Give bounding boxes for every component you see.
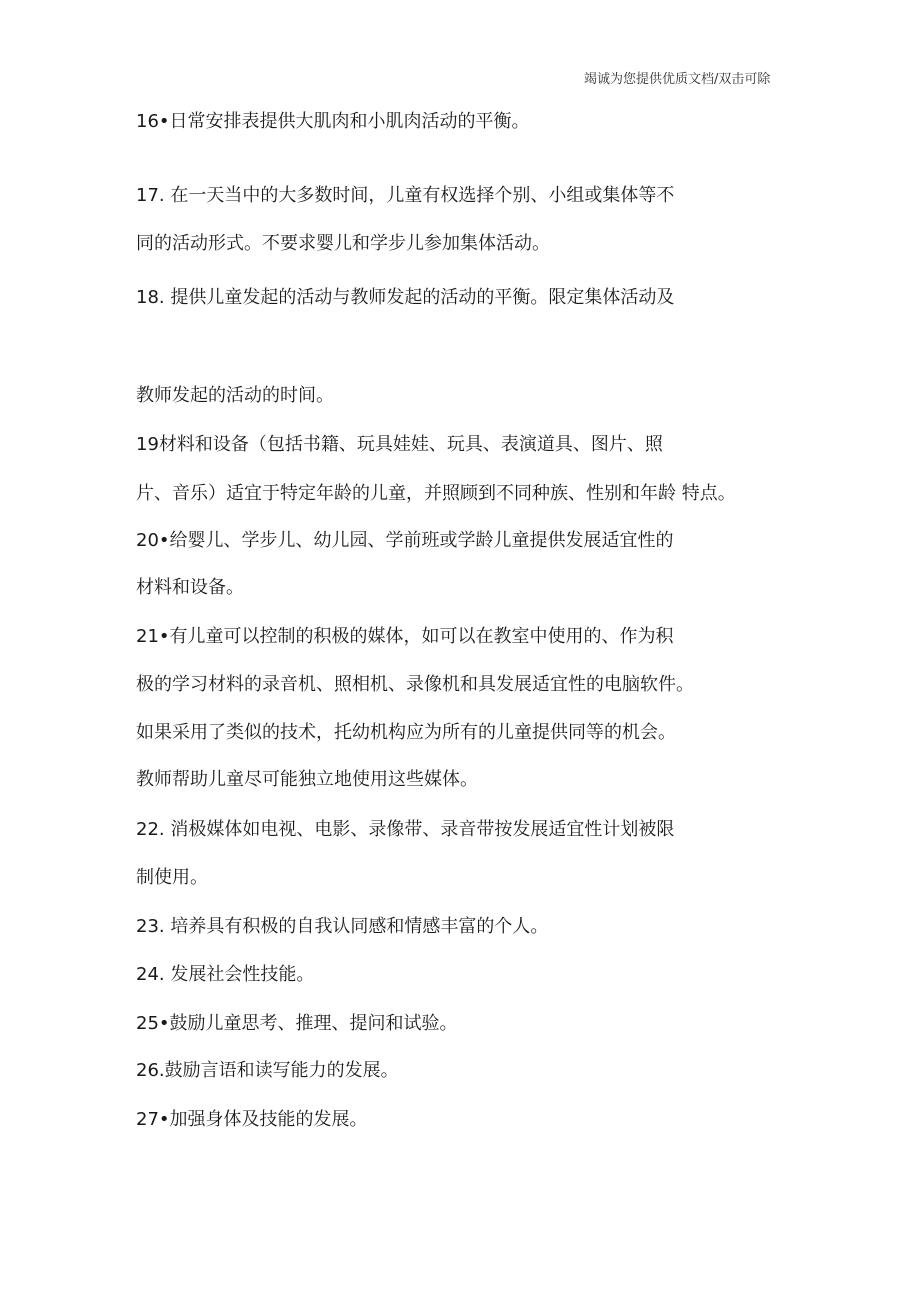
text-line: 教师发起的活动的时间。 [136,385,334,406]
text-line: 教师帮助儿童尽可能独立地使用这些媒体。 [136,769,478,790]
text-line: 23. 培养具有积极的自我认同感和情感丰富的个人。 [136,916,549,937]
text-line: 24. 发展社会性技能。 [136,964,315,985]
text-line: 片、音乐）适宜于特定年龄的儿童，并照顾到不同种族、性别和年龄 特点。 [136,483,736,504]
text-line: 21•有儿童可以控制的积极的媒体，如可以在教室中使用的、作为积 [136,626,674,647]
text-line: 制使用。 [136,867,208,888]
text-line: 25•鼓励儿童思考、推理、提问和试验。 [136,1013,458,1034]
text-line: 26.鼓励言语和读写能力的发展。 [136,1060,399,1081]
text-line: 材料和设备。 [136,577,244,598]
text-line: 极的学习材料的录音机、照相机、录像机和具发展适宜性的电脑软件。 [136,674,694,695]
text-line: 19材料和设备（包括书籍、玩具娃娃、玩具、表演道具、图片、照 [136,434,663,455]
text-line: 16•日常安排表提供大肌肉和小肌肉活动的平衡。 [136,111,530,132]
header-note: 竭诚为您提供优质文档/双击可除 [584,72,771,87]
text-line: 27•加强身体及技能的发展。 [136,1109,368,1130]
text-line: 20•给婴儿、学步儿、幼儿园、学前班或学龄儿童提供发展适宜性的 [136,530,674,551]
text-line: 22. 消极媒体如电视、电影、录像带、录音带按发展适宜性计划被限 [136,819,675,840]
text-line: 17. 在一天当中的大多数时间，儿童有权选择个别、小组或集体等不 [136,185,675,206]
text-line: 同的活动形式。不要求婴儿和学步儿参加集体活动。 [136,233,550,254]
text-line: 18. 提供儿童发起的活动与教师发起的活动的平衡。限定集体活动及 [136,287,675,308]
text-line: 如果采用了类似的技术，托幼机构应为所有的儿童提供同等的机会。 [136,722,676,743]
